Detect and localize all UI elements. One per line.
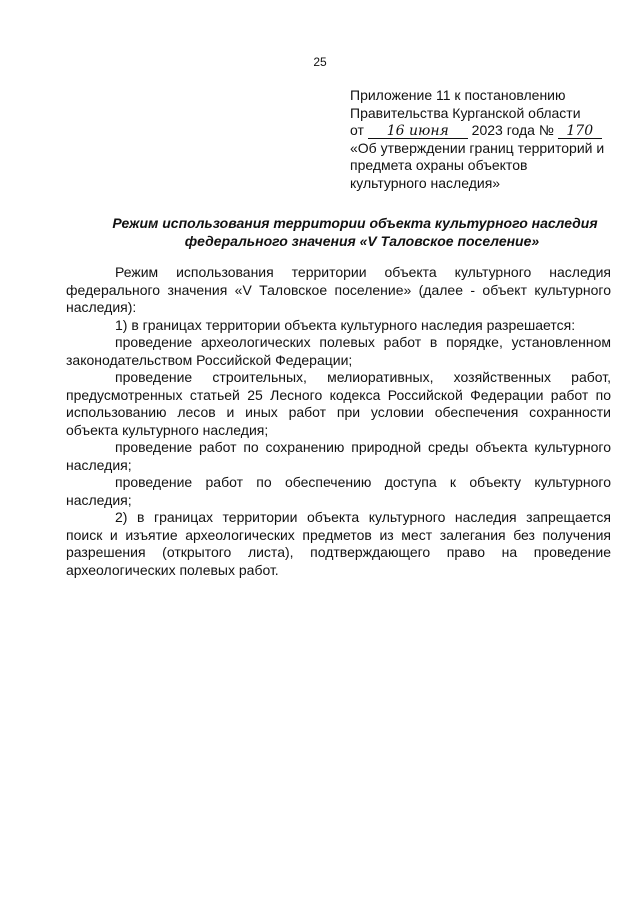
paragraph-allowed-heading: 1) в границах территории объекта культурного наследия разрешается: [115, 316, 576, 333]
appendix-subject-line-1: «Об утверждении границ территорий и [350, 139, 605, 156]
paragraph-allowed-item: проведение работ по обеспечению доступа к объекту культурного наследия; [66, 474, 611, 508]
year-text: 2023 года [471, 122, 535, 138]
document-title [66, 215, 640, 250]
page-number: 25 [313, 55, 327, 69]
appendix-header [350, 87, 618, 192]
from-label: от [350, 122, 364, 138]
handwritten-number: 170 [558, 124, 602, 139]
appendix-line-1: Приложение 11 к постановлению [350, 87, 566, 103]
appendix-date-line [350, 122, 618, 140]
title-line-2: федерального значения «V Таловское поселение» [184, 232, 540, 249]
handwritten-date: 16 июня [368, 124, 468, 139]
paragraph-prohibited: 2) в границах территории объекта культурного наследия запрещается поиск и изъятие археологических предметов из мест залегания без получения разрешения (открытого листа), подтверждающего право на проведение археологических полевых работ. [66, 509, 611, 578]
appendix-line-2: Правительства Курганской области [350, 104, 581, 121]
appendix-subject-line-3: культурного наследия» [350, 174, 501, 191]
appendix-subject-line-2: предмета охраны объектов [350, 157, 528, 173]
paragraph-allowed-item: проведение строительных, мелиоративных, хозяйственных работ, предусмотренных статьей 25 Лесного кодекса Российской Федерации работ по использованию лесов и иных работ при условии обеспечения сохранности объекта культурного наследия; [66, 369, 611, 438]
paragraph-intro: Режим использования территории объекта культурного наследия федерального значения «V Таловское поселение» (далее - объект культурного наследия): [66, 264, 611, 315]
paragraph-allowed-item: проведение работ по сохранению природной среды объекта культурного наследия; [66, 439, 611, 473]
paragraph-allowed-item: проведение археологических полевых работ в порядке, установленном законодательством Российской Федерации; [66, 334, 611, 368]
number-label: № [538, 122, 554, 138]
document-body [66, 264, 611, 579]
title-line-1: Режим использования территории объекта культурного наследия [112, 215, 598, 231]
